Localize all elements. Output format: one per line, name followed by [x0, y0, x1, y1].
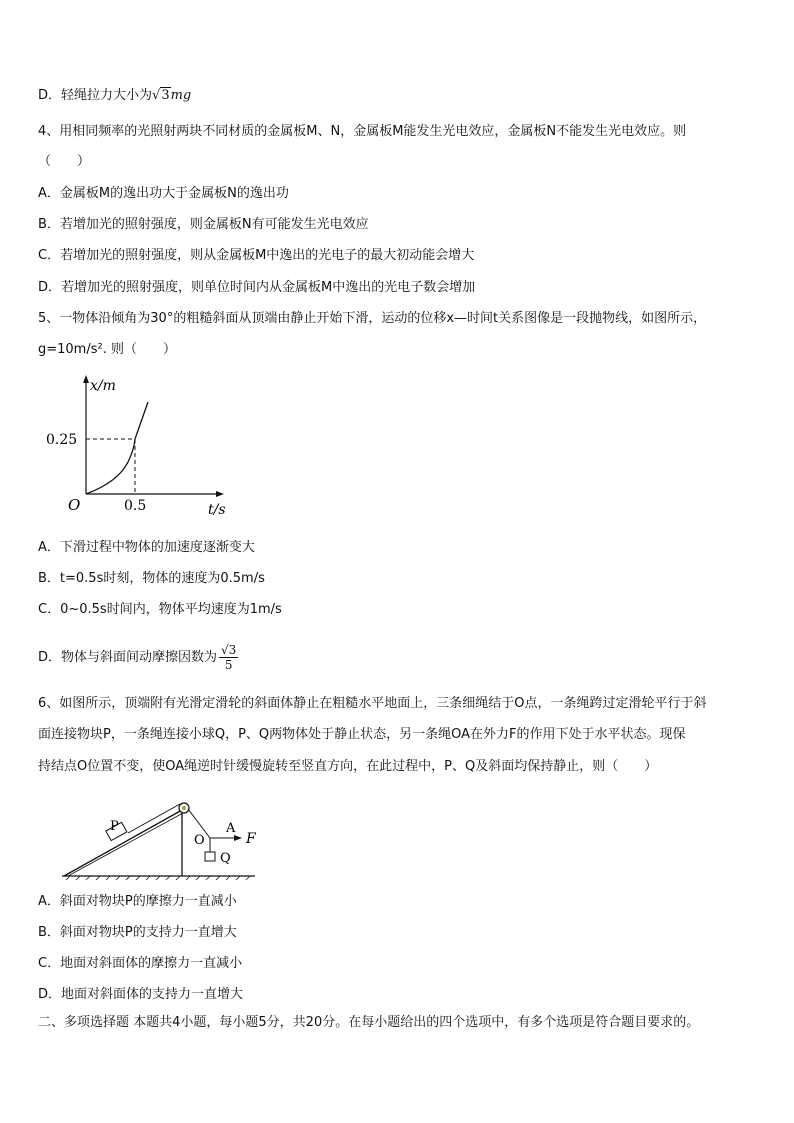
q5-option-a: A．下滑过程中物体的加速度逐渐变大 — [38, 540, 255, 555]
origin-label: O — [68, 496, 81, 514]
label-a: A — [226, 821, 236, 836]
q6-option-a: A．斜面对物块P的摩擦力一直减小 — [38, 894, 237, 909]
sqrt-expression: √3 — [152, 88, 170, 103]
x-axis-label: t/s — [208, 502, 226, 518]
section-2-heading: 二、多项选择题 本题共4小题，每小题5分，共20分。在每小题给出的四个选项中，有多个选项是符合题目要求的。 — [38, 1015, 700, 1030]
q4-option-c: C．若增加光的照射强度，则从金属板M中逸出的光电子的最大初动能会增大 — [38, 248, 475, 263]
q6-stem-line3: 持结点O位置不变，使OA绳逆时针缓慢旋转至竖直方向，在此过程中，P、Q及斜面均保持静止，则（ ） — [38, 759, 658, 774]
q5-stem-line2: g=10m/s². 则（ ） — [38, 342, 176, 357]
y-axis-label: x/m — [90, 378, 116, 394]
q5-stem-line1: 5、一物体沿倾角为30°的粗糙斜面从顶端由静止开始下滑，运动的位移x—时间t关系图像是一段抛物线，如图所示， — [38, 311, 707, 326]
q6-option-d: D．地面对斜面体的支持力一直增大 — [38, 987, 244, 1002]
q6-incline-figure — [50, 796, 290, 886]
pulley-axle — [182, 806, 186, 810]
q3-option-d: D．轻绳拉力大小为√3mg — [38, 88, 192, 103]
q4-stem-line2: （ ） — [38, 154, 91, 169]
ball-q — [205, 852, 215, 861]
x-tick-label: 0.5 — [124, 498, 147, 514]
incline-surface-upper — [68, 813, 183, 876]
x-axis-arrow — [216, 491, 224, 497]
q5-xt-graph — [38, 372, 238, 522]
label-q: Q — [220, 851, 231, 866]
q6-option-c: C．地面对斜面体的摩擦力一直减小 — [38, 956, 243, 971]
fraction-sqrt3-over-5: $\frac{√3}{5}$ — [221, 643, 237, 672]
label-o: O — [194, 833, 205, 848]
q6-option-b: B．斜面对物块P的支持力一直增大 — [38, 925, 237, 940]
q5-option-c: C．0~0.5s时间内，物体平均速度为1m/s — [38, 602, 282, 617]
parabola-curve — [86, 402, 148, 494]
q5-option-d: D．物体与斜面间动摩擦因数为 $\frac{√3}{5}$ — [38, 643, 237, 672]
q6-stem-line2: 面连接物块P，一条绳连接小球Q，P、Q两物体处于静止状态，另一条绳OA在外力F的作用下处于水平状态。现保 — [38, 727, 686, 742]
label-p: P — [110, 819, 119, 834]
q5-option-b: B．t=0.5s时刻，物体的速度为0.5m/s — [38, 571, 265, 586]
label-f: F — [246, 831, 256, 847]
y-axis-arrow — [83, 375, 89, 383]
q6-stem-line1: 6、如图所示，顶端附有光滑定滑轮的斜面体静止在粗糙水平地面上，三条细绳结于O点，一条绳跨过定滑轮平行于斜 — [38, 696, 707, 711]
q4-option-d: D．若增加光的照射强度，则单位时间内从金属板M中逸出的光电子数会增加 — [38, 280, 476, 295]
q4-option-a: A．金属板M的逸出功大于金属板N的逸出功 — [38, 186, 289, 201]
q4-option-b: B．若增加光的照射强度，则金属板N有可能发生光电效应 — [38, 217, 369, 232]
y-tick-label: 0.25 — [46, 432, 78, 448]
q4-stem-line1: 4、用相同频率的光照射两块不同材质的金属板M、N，金属板M能发生光电效应，金属板N不能发生光电效应。则 — [38, 124, 687, 139]
incline-surface — [64, 810, 182, 876]
